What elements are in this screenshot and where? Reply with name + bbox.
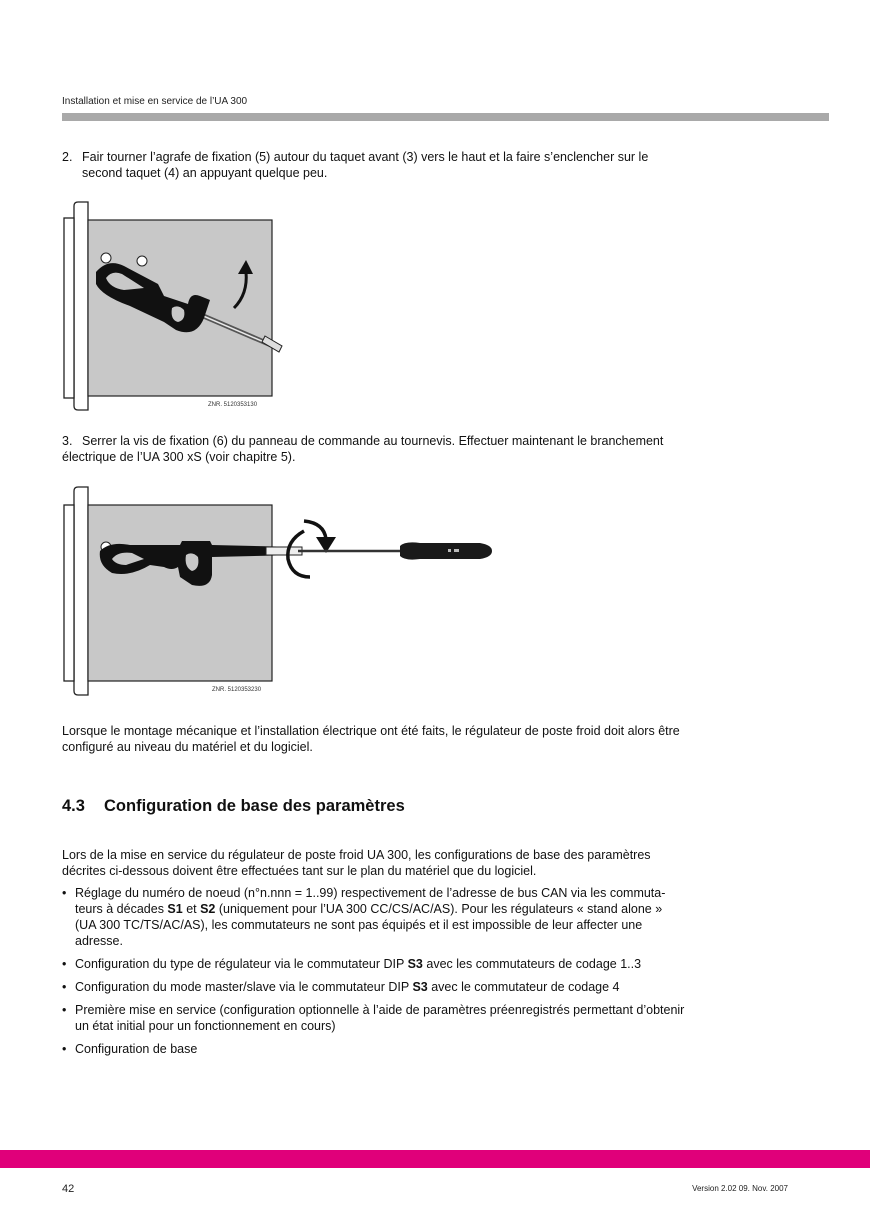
page-number: 42 — [62, 1183, 75, 1195]
stud-second — [137, 256, 147, 266]
bullet-icon: • — [62, 886, 67, 900]
switch-s3: S3 — [412, 980, 428, 994]
list-item: • Première mise en service (configuration optionnelle à l’aide de paramètres préenregistrés permettant d’obtenir un état initial pour un fonctionnement en cours) — [62, 1003, 685, 1033]
step-2-number: 2. — [62, 150, 73, 164]
panel-rail — [74, 202, 88, 410]
section-title: Configuration de base des paramètres — [104, 797, 405, 815]
intro-line-2: décrites ci-dessous doivent être effectuées tant sur le plan du matériel que du logiciel. — [62, 864, 537, 878]
header-divider — [62, 113, 829, 121]
list-item: • Configuration de base — [62, 1042, 198, 1056]
controller-panel — [88, 505, 272, 681]
figure-1-code: ZNR. 5120353130 — [208, 402, 258, 408]
stud-front — [101, 253, 111, 263]
step-2-line-1: Fair tourner l’agrafe de fixation (5) autour du taquet avant (3) vers le haut et la faire s’enclencher sur le — [82, 150, 649, 164]
bullet-icon: • — [62, 957, 67, 971]
configuration-list — [62, 885, 797, 1064]
step-3-line-1: Serrer la vis de fixation (6) du panneau de commande au tournevis. Effectuer maintenant le branchement — [82, 434, 664, 448]
step-2 — [62, 149, 802, 181]
montage-line-1: Lorsque le montage mécanique et l’installation électrique ont été faits, le régulateur de poste froid doit alors être — [62, 724, 680, 738]
step-3-line-2: électrique de l’UA 300 xS (voir chapitre 5). — [62, 450, 296, 464]
step-3 — [62, 433, 802, 465]
screwdriver-handle — [400, 542, 492, 559]
list-item: • Configuration du type de régulateur via le commutateur DIP S3 avec les commutateurs de codage 1..3 — [62, 957, 642, 971]
header-title: Installation et mise en service de l’UA 300 — [62, 96, 248, 107]
switch-s2: S2 — [200, 902, 216, 916]
fixing-screw — [266, 547, 302, 555]
section-heading — [62, 797, 405, 816]
switch-s3: S3 — [407, 957, 423, 971]
figure-2-screwdriver — [60, 485, 495, 700]
section-number: 4.3 — [62, 797, 85, 815]
version-info: Version 2.02 09. Nov. 2007 — [692, 1184, 788, 1193]
list-item: • Réglage du numéro de noeud (n°n.nnn = 1..99) respectivement de l’adresse de bus CAN via les commuta- teurs à décades S1 et S2 (uniquement pour l’UA 300 CC/CS/AC/AS). Pour les régulateurs « stand alone » (UA 300 TC/TS/AC/AS), les commutateurs ne sont pas équipés et il est impossible de leur affecter une adresse. — [62, 886, 666, 948]
bullet-icon: • — [62, 1042, 67, 1056]
footer-accent-bar — [0, 1150, 870, 1168]
step-3-number: 3. — [62, 434, 73, 448]
intro-paragraph — [62, 847, 822, 879]
montage-line-2: configuré au niveau du matériel et du logiciel. — [62, 740, 313, 754]
intro-line-1: Lors de la mise en service du régulateur de poste froid UA 300, les configurations de base des paramètres — [62, 848, 651, 862]
bullet-icon: • — [62, 1003, 67, 1017]
panel-rail — [74, 487, 88, 695]
bullet-icon: • — [62, 980, 67, 994]
step-2-line-2: second taquet (4) an appuyant quelque peu. — [82, 166, 328, 180]
figure-1-mounting-clip — [60, 200, 290, 415]
montage-paragraph — [62, 723, 822, 755]
switch-s1: S1 — [167, 902, 183, 916]
panel-frame — [64, 505, 74, 681]
list-item: • Configuration du mode master/slave via le commutateur DIP S3 avec le commutateur de codage 4 — [62, 980, 620, 994]
figure-2-code: ZNR. 5120353230 — [212, 687, 262, 693]
panel-frame — [64, 218, 74, 398]
